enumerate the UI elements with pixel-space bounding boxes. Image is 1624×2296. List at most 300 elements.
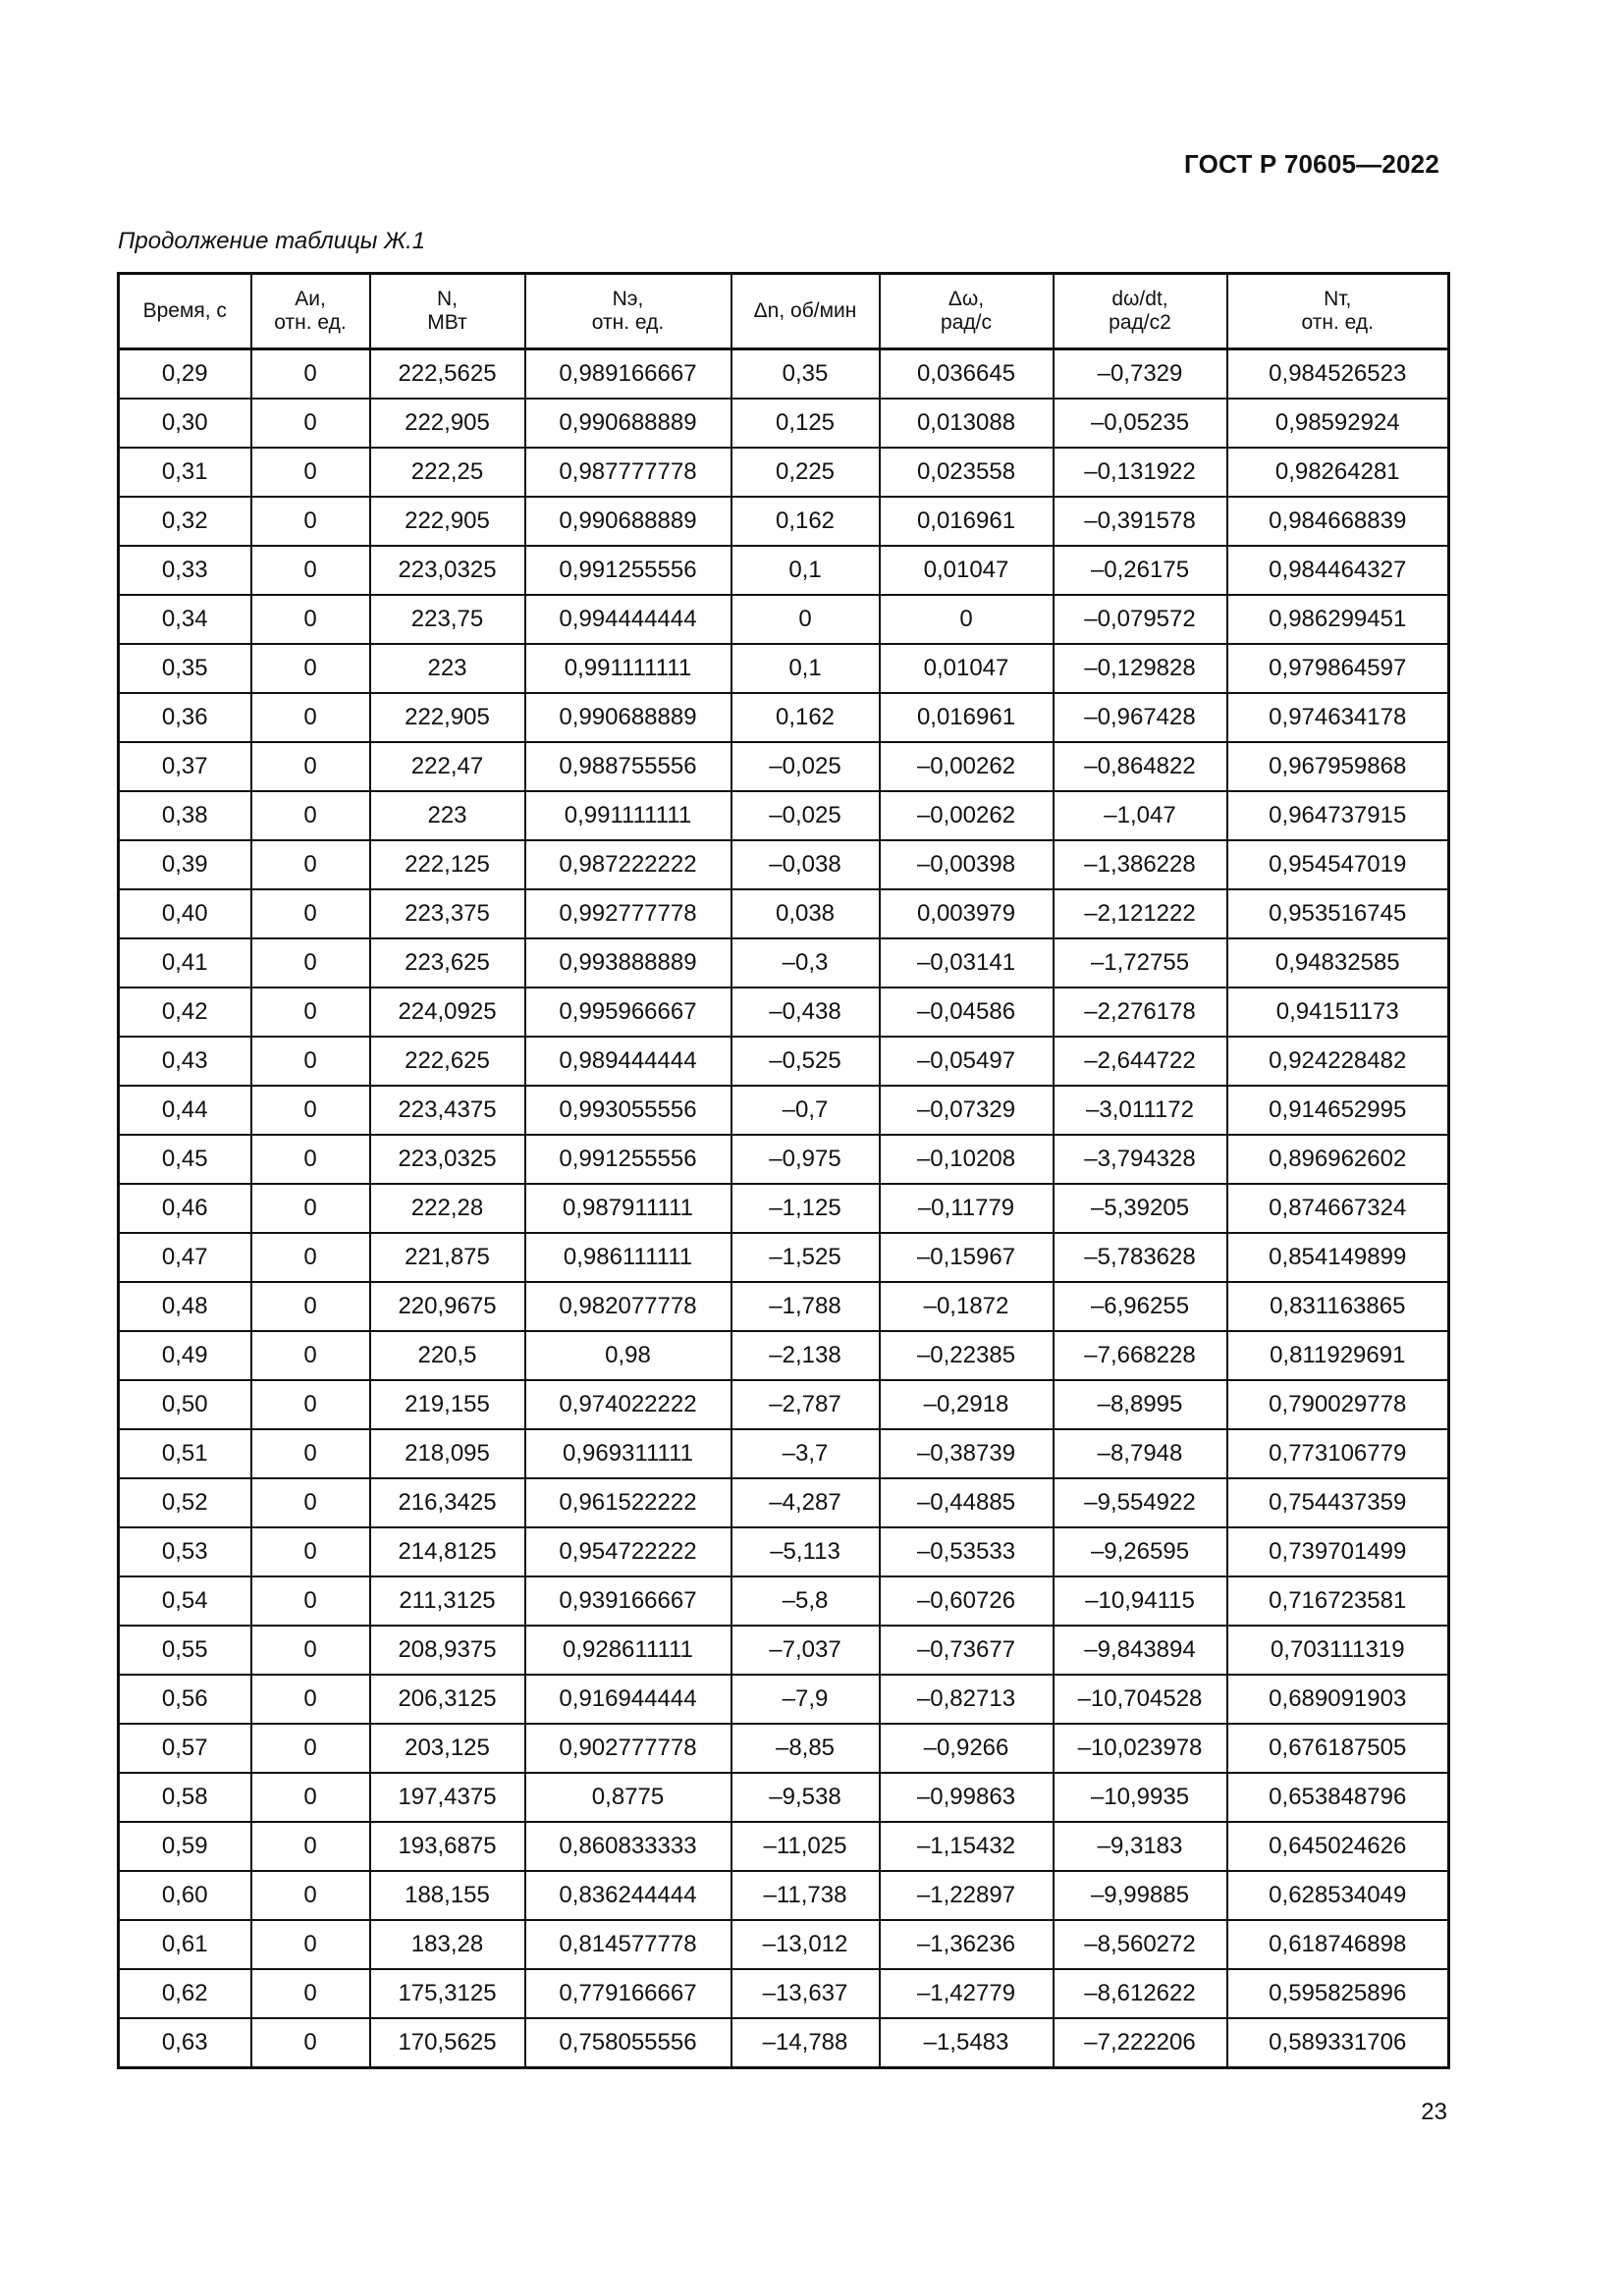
table-cell: 0 — [251, 791, 370, 840]
standard-designation: ГОСТ Р 70605—2022 — [1184, 149, 1439, 179]
table-cell: 0,618746898 — [1227, 1920, 1449, 1969]
table-cell: 222,25 — [370, 448, 525, 497]
table-cell: 0,653848796 — [1227, 1773, 1449, 1822]
table-cell: 183,28 — [370, 1920, 525, 1969]
table-cell: 0,37 — [119, 742, 251, 791]
table-cell: 222,625 — [370, 1037, 525, 1086]
table-cell: –1,788 — [731, 1282, 880, 1331]
table-cell: 0,35 — [119, 644, 251, 693]
table-row — [119, 938, 1449, 988]
table-cell: 218,095 — [370, 1429, 525, 1478]
table-row — [119, 1527, 1449, 1576]
table-row — [119, 448, 1449, 497]
data-table — [117, 272, 1450, 2069]
table-cell: 0,98592924 — [1227, 399, 1449, 448]
table-cell: 0 — [251, 1871, 370, 1920]
header-row — [119, 274, 1449, 349]
table-cell: –3,794328 — [1054, 1135, 1227, 1184]
table-cell: 221,875 — [370, 1233, 525, 1282]
page-number: 23 — [1421, 2099, 1447, 2125]
table-cell: –0,2918 — [880, 1380, 1054, 1429]
table-header — [119, 274, 1449, 349]
table-cell: –0,00398 — [880, 840, 1054, 889]
table-cell: –5,39205 — [1054, 1184, 1227, 1233]
table-cell: 0,974634178 — [1227, 693, 1449, 742]
table-cell: 0 — [251, 349, 370, 400]
table-row — [119, 546, 1449, 595]
table-cell: 0,991255556 — [525, 546, 731, 595]
table-cell: 0,45 — [119, 1135, 251, 1184]
column-header — [251, 274, 370, 349]
table-cell: –2,138 — [731, 1331, 880, 1380]
table-cell: –7,222206 — [1054, 2018, 1227, 2068]
column-header-unit: МВт — [427, 311, 467, 334]
table-cell: 0 — [251, 1724, 370, 1773]
table-cell: 0,982077778 — [525, 1282, 731, 1331]
table-cell: 0 — [251, 644, 370, 693]
table-cell: 0,986111111 — [525, 1233, 731, 1282]
table-cell: 0,928611111 — [525, 1626, 731, 1675]
column-header-unit: отн. ед. — [1301, 311, 1374, 334]
table-cell: 0,589331706 — [1227, 2018, 1449, 2068]
table-cell: –13,012 — [731, 1920, 880, 1969]
table-cell: 0,32 — [119, 497, 251, 546]
table-cell: 0 — [251, 693, 370, 742]
column-header-label: Nэ, — [612, 288, 644, 310]
table-row — [119, 1675, 1449, 1724]
table-cell: 0,773106779 — [1227, 1429, 1449, 1478]
table-cell: 0,41 — [119, 938, 251, 988]
table-cell: 222,5625 — [370, 349, 525, 400]
table-cell: 193,6875 — [370, 1822, 525, 1871]
table-cell: 0,34 — [119, 595, 251, 644]
table-cell: 0,33 — [119, 546, 251, 595]
table-cell: –10,94115 — [1054, 1576, 1227, 1626]
table-cell: 0,902777778 — [525, 1724, 731, 1773]
table-cell: 0,854149899 — [1227, 1233, 1449, 1282]
table-cell: –9,554922 — [1054, 1478, 1227, 1527]
table-cell: 0,48 — [119, 1282, 251, 1331]
table-row — [119, 1871, 1449, 1920]
table-cell: –0,079572 — [1054, 595, 1227, 644]
table-cell: 0,995966667 — [525, 988, 731, 1037]
table-cell: –2,787 — [731, 1380, 880, 1429]
table-cell: –4,287 — [731, 1478, 880, 1527]
table-cell: 219,155 — [370, 1380, 525, 1429]
table-cell: –8,8995 — [1054, 1380, 1227, 1429]
table-cell: –0,131922 — [1054, 448, 1227, 497]
table-cell: 0,125 — [731, 399, 880, 448]
table-row — [119, 1331, 1449, 1380]
table-cell: –0,99863 — [880, 1773, 1054, 1822]
table-row — [119, 1724, 1449, 1773]
table-cell: 222,125 — [370, 840, 525, 889]
table-row — [119, 644, 1449, 693]
table-cell: –7,668228 — [1054, 1331, 1227, 1380]
table-cell: 170,5625 — [370, 2018, 525, 2068]
table-cell: 0,59 — [119, 1822, 251, 1871]
table-cell: 0 — [251, 1037, 370, 1086]
table-row — [119, 1478, 1449, 1527]
table-row — [119, 693, 1449, 742]
column-header — [1054, 274, 1227, 349]
table-cell: –13,637 — [731, 1969, 880, 2018]
table-cell: 223 — [370, 791, 525, 840]
table-cell: 0 — [251, 546, 370, 595]
table-cell: 0,47 — [119, 1233, 251, 1282]
table-cell: 0,990688889 — [525, 497, 731, 546]
column-header — [525, 274, 731, 349]
table-cell: 0,62 — [119, 1969, 251, 2018]
table-cell: 0 — [251, 497, 370, 546]
table-row — [119, 1626, 1449, 1675]
table-cell: –8,7948 — [1054, 1429, 1227, 1478]
table-cell: –0,03141 — [880, 938, 1054, 988]
table-cell: –0,7329 — [1054, 349, 1227, 400]
table-cell: 0,992777778 — [525, 889, 731, 938]
table-cell: –0,07329 — [880, 1086, 1054, 1135]
table-row — [119, 1773, 1449, 1822]
table-cell: 0 — [251, 1773, 370, 1822]
table-row — [119, 595, 1449, 644]
table-row — [119, 840, 1449, 889]
table-cell: –7,9 — [731, 1675, 880, 1724]
table-cell: 0,036645 — [880, 349, 1054, 400]
table-cell: 0,703111319 — [1227, 1626, 1449, 1675]
table-cell: 0,55 — [119, 1626, 251, 1675]
table-cell: 0,974022222 — [525, 1380, 731, 1429]
table-cell: 0,36 — [119, 693, 251, 742]
table-cell: 222,905 — [370, 399, 525, 448]
table-cell: 223 — [370, 644, 525, 693]
table-cell: –14,788 — [731, 2018, 880, 2068]
table-cell: 0,814577778 — [525, 1920, 731, 1969]
table-row — [119, 1576, 1449, 1626]
table-cell: 0,988755556 — [525, 742, 731, 791]
table-cell: 0,924228482 — [1227, 1037, 1449, 1086]
table-cell: –6,96255 — [1054, 1282, 1227, 1331]
column-header-unit: рад/с2 — [1109, 311, 1171, 334]
table-cell: 0 — [251, 1822, 370, 1871]
table-cell: 0,961522222 — [525, 1478, 731, 1527]
table-cell: –0,05497 — [880, 1037, 1054, 1086]
table-cell: 0,38 — [119, 791, 251, 840]
table-cell: 223,4375 — [370, 1086, 525, 1135]
table-cell: 0,60 — [119, 1871, 251, 1920]
table-cell: 0 — [251, 399, 370, 448]
table-cell: –5,8 — [731, 1576, 880, 1626]
table-cell: 214,8125 — [370, 1527, 525, 1576]
table-cell: 0,30 — [119, 399, 251, 448]
table-cell: 0 — [251, 742, 370, 791]
table-cell: 0 — [251, 1380, 370, 1429]
table-cell: 0,964737915 — [1227, 791, 1449, 840]
table-cell: 0,860833333 — [525, 1822, 731, 1871]
table-cell: 0 — [251, 2018, 370, 2068]
table-cell: –1,525 — [731, 1233, 880, 1282]
table-body — [119, 349, 1449, 2068]
table-cell: 0 — [251, 938, 370, 988]
table-cell: 0,29 — [119, 349, 251, 400]
table-cell: 0 — [251, 1233, 370, 1282]
table-cell: 0,984464327 — [1227, 546, 1449, 595]
table-cell: 0,779166667 — [525, 1969, 731, 2018]
table-cell: 0,987222222 — [525, 840, 731, 889]
table-row — [119, 1086, 1449, 1135]
table-cell: 0,49 — [119, 1331, 251, 1380]
table-cell: 0,994444444 — [525, 595, 731, 644]
table-cell: 223,75 — [370, 595, 525, 644]
table-cell: 220,5 — [370, 1331, 525, 1380]
table-cell: 0,39 — [119, 840, 251, 889]
table-cell: 0,739701499 — [1227, 1527, 1449, 1576]
table-cell: 0,013088 — [880, 399, 1054, 448]
table-cell: –11,738 — [731, 1871, 880, 1920]
table-cell: 188,155 — [370, 1871, 525, 1920]
table-cell: –1,22897 — [880, 1871, 1054, 1920]
table-cell: –0,38739 — [880, 1429, 1054, 1478]
table-cell: 0,56 — [119, 1675, 251, 1724]
table-cell: 0,836244444 — [525, 1871, 731, 1920]
table-cell: –0,60726 — [880, 1576, 1054, 1626]
table-cell: 0,628534049 — [1227, 1871, 1449, 1920]
table-cell: 0,758055556 — [525, 2018, 731, 2068]
table-cell: 0,914652995 — [1227, 1086, 1449, 1135]
table-cell: 0,42 — [119, 988, 251, 1037]
table-cell: –1,36236 — [880, 1920, 1054, 1969]
table-cell: 0,991255556 — [525, 1135, 731, 1184]
table-cell: 0 — [251, 1969, 370, 2018]
table-cell: 0,595825896 — [1227, 1969, 1449, 2018]
table-cell: 216,3425 — [370, 1478, 525, 1527]
table-cell: 0,939166667 — [525, 1576, 731, 1626]
table-cell: –9,538 — [731, 1773, 880, 1822]
table-cell: –3,011172 — [1054, 1086, 1227, 1135]
table-cell: 0 — [251, 840, 370, 889]
table-cell: 0,46 — [119, 1184, 251, 1233]
table-row — [119, 1233, 1449, 1282]
table-cell: –0,525 — [731, 1037, 880, 1086]
table-cell: 0,01047 — [880, 644, 1054, 693]
table-cell: 0,993055556 — [525, 1086, 731, 1135]
column-header-label: Δn, об/мин — [753, 299, 857, 322]
table-cell: –0,864822 — [1054, 742, 1227, 791]
table-row — [119, 1282, 1449, 1331]
table-cell: –7,037 — [731, 1626, 880, 1675]
table-cell: 222,905 — [370, 497, 525, 546]
table-cell: 0,44 — [119, 1086, 251, 1135]
table-cell: 0,01047 — [880, 546, 1054, 595]
table-cell: 0,954547019 — [1227, 840, 1449, 889]
table-cell: –10,023978 — [1054, 1724, 1227, 1773]
table-cell: 0,63 — [119, 2018, 251, 2068]
table-cell: 0,43 — [119, 1037, 251, 1086]
table-cell: 0,162 — [731, 693, 880, 742]
table-cell: 0,61 — [119, 1920, 251, 1969]
table-cell: 223,0325 — [370, 1135, 525, 1184]
table-cell: 0,51 — [119, 1429, 251, 1478]
column-header-label: dω/dt, — [1111, 288, 1168, 310]
column-header-label: Время, с — [142, 299, 227, 322]
table-cell: –0,82713 — [880, 1675, 1054, 1724]
table-cell: 0,991111111 — [525, 644, 731, 693]
table-row — [119, 1380, 1449, 1429]
table-cell: 0,953516745 — [1227, 889, 1449, 938]
table-row — [119, 1184, 1449, 1233]
table-cell: –9,99885 — [1054, 1871, 1227, 1920]
table-row — [119, 1429, 1449, 1478]
table-cell: 0,984526523 — [1227, 349, 1449, 400]
table-cell: 0,35 — [731, 349, 880, 400]
table-cell: –1,125 — [731, 1184, 880, 1233]
table-cell: –0,26175 — [1054, 546, 1227, 595]
table-cell: 208,9375 — [370, 1626, 525, 1675]
table-cell: 0,98264281 — [1227, 448, 1449, 497]
table-cell: –0,025 — [731, 791, 880, 840]
table-cell: 0 — [251, 1920, 370, 1969]
table-cell: –8,85 — [731, 1724, 880, 1773]
table-cell: 0,31 — [119, 448, 251, 497]
table-cell: 0,676187505 — [1227, 1724, 1449, 1773]
table-cell: –0,05235 — [1054, 399, 1227, 448]
table-cell: –0,129828 — [1054, 644, 1227, 693]
table-cell: –2,644722 — [1054, 1037, 1227, 1086]
table-cell: 220,9675 — [370, 1282, 525, 1331]
table-cell: 0 — [251, 1429, 370, 1478]
table-cell: –0,00262 — [880, 791, 1054, 840]
table-cell: –0,00262 — [880, 742, 1054, 791]
table-cell: 0,790029778 — [1227, 1380, 1449, 1429]
table-cell: 0 — [251, 1184, 370, 1233]
table-cell: 0,94832585 — [1227, 938, 1449, 988]
table-cell: –0,53533 — [880, 1527, 1054, 1576]
table-cell: 0 — [251, 1135, 370, 1184]
table-cell: 0 — [880, 595, 1054, 644]
column-header — [880, 274, 1054, 349]
table-cell: 0 — [251, 988, 370, 1037]
table-cell: 0 — [251, 448, 370, 497]
table-cell: –1,72755 — [1054, 938, 1227, 988]
table-cell: 0,990688889 — [525, 693, 731, 742]
table-cell: 0,645024626 — [1227, 1822, 1449, 1871]
column-header-label: N, — [437, 288, 458, 310]
table-cell: 0,987777778 — [525, 448, 731, 497]
column-header-unit: рад/с — [941, 311, 992, 334]
table-cell: 175,3125 — [370, 1969, 525, 2018]
table-cell: –0,9266 — [880, 1724, 1054, 1773]
table-cell: 0,038 — [731, 889, 880, 938]
table-cell: 0,52 — [119, 1478, 251, 1527]
table-cell: 0,716723581 — [1227, 1576, 1449, 1626]
table-cell: 0,689091903 — [1227, 1675, 1449, 1724]
table-cell: 0,57 — [119, 1724, 251, 1773]
table-cell: 0,874667324 — [1227, 1184, 1449, 1233]
table-cell: 0,989166667 — [525, 349, 731, 400]
table-row — [119, 497, 1449, 546]
table-cell: –1,386228 — [1054, 840, 1227, 889]
table-row — [119, 791, 1449, 840]
column-header-label: Nт, — [1324, 288, 1352, 310]
table-cell: –0,038 — [731, 840, 880, 889]
table-cell: –0,10208 — [880, 1135, 1054, 1184]
table-cell: 223,375 — [370, 889, 525, 938]
table-cell: 223,625 — [370, 938, 525, 988]
table-cell: 0 — [251, 1086, 370, 1135]
table-row — [119, 1037, 1449, 1086]
table-cell: 0 — [251, 1626, 370, 1675]
table-cell: –0,967428 — [1054, 693, 1227, 742]
table-cell: –0,975 — [731, 1135, 880, 1184]
table-cell: 0,991111111 — [525, 791, 731, 840]
table-continuation-caption: Продолжение таблицы Ж.1 — [118, 228, 426, 254]
table-cell: 0,967959868 — [1227, 742, 1449, 791]
table-row — [119, 399, 1449, 448]
table-cell: 0 — [731, 595, 880, 644]
table-cell: 0,016961 — [880, 693, 1054, 742]
table-row — [119, 349, 1449, 400]
table-cell: –10,9935 — [1054, 1773, 1227, 1822]
table-cell: 0,98 — [525, 1331, 731, 1380]
table-cell: 197,4375 — [370, 1773, 525, 1822]
table-cell: 0,979864597 — [1227, 644, 1449, 693]
table-cell: –0,025 — [731, 742, 880, 791]
table-cell: –0,11779 — [880, 1184, 1054, 1233]
table-cell: 222,905 — [370, 693, 525, 742]
table-cell: –1,15432 — [880, 1822, 1054, 1871]
table-cell: 0,954722222 — [525, 1527, 731, 1576]
column-header — [370, 274, 525, 349]
table-cell: –1,047 — [1054, 791, 1227, 840]
table-cell: 0,989444444 — [525, 1037, 731, 1086]
table-cell: –0,7 — [731, 1086, 880, 1135]
table-cell: 0,984668839 — [1227, 497, 1449, 546]
table-cell: –9,26595 — [1054, 1527, 1227, 1576]
column-header — [731, 274, 880, 349]
table-row — [119, 1135, 1449, 1184]
column-header — [1227, 274, 1449, 349]
column-header-unit: отн. ед. — [274, 311, 347, 334]
table-cell: 0,225 — [731, 448, 880, 497]
table-cell: 203,125 — [370, 1724, 525, 1773]
table-cell: –0,438 — [731, 988, 880, 1037]
table-cell: –0,15967 — [880, 1233, 1054, 1282]
table-row — [119, 2018, 1449, 2068]
table-cell: –0,391578 — [1054, 497, 1227, 546]
table-cell: –0,22385 — [880, 1331, 1054, 1380]
table-cell: 0,50 — [119, 1380, 251, 1429]
table-cell: 222,28 — [370, 1184, 525, 1233]
table-cell: 0,969311111 — [525, 1429, 731, 1478]
table-cell: 0 — [251, 595, 370, 644]
table-cell: 0,754437359 — [1227, 1478, 1449, 1527]
table-row — [119, 1969, 1449, 2018]
table-cell: 0,811929691 — [1227, 1331, 1449, 1380]
column-header-label: Aи, — [295, 288, 326, 310]
table-cell: 0 — [251, 1675, 370, 1724]
table-cell: 0,94151173 — [1227, 988, 1449, 1037]
table-cell: 0,016961 — [880, 497, 1054, 546]
table-cell: 0,896962602 — [1227, 1135, 1449, 1184]
table-row — [119, 1920, 1449, 1969]
table-cell: 0,58 — [119, 1773, 251, 1822]
table-cell: 0 — [251, 1576, 370, 1626]
table-cell: 0,8775 — [525, 1773, 731, 1822]
table-cell: 0 — [251, 1282, 370, 1331]
table-row — [119, 1822, 1449, 1871]
table-cell: –2,276178 — [1054, 988, 1227, 1037]
table-cell: 0 — [251, 889, 370, 938]
table-cell: –0,1872 — [880, 1282, 1054, 1331]
